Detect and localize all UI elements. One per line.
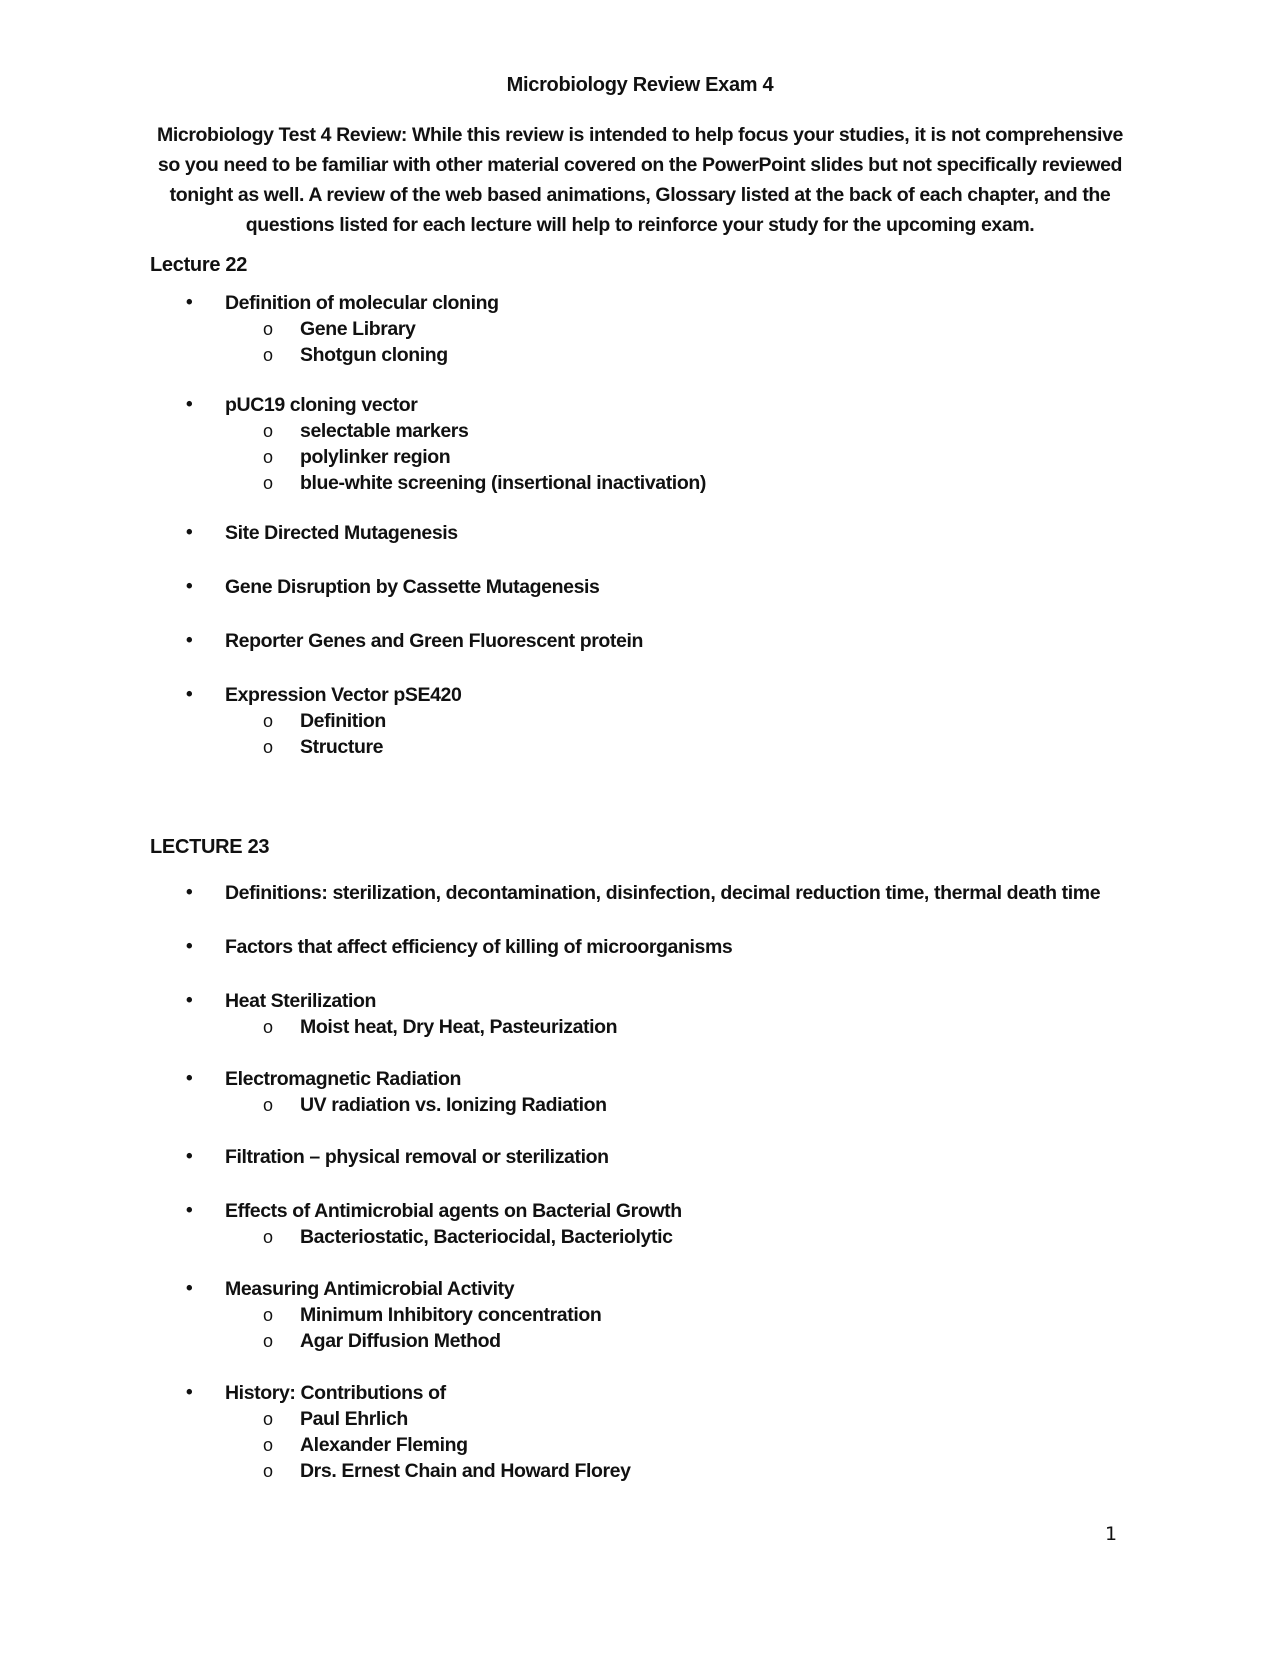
sub-bullet-icon: o: [263, 345, 273, 365]
topic-text: Expression Vector pSE420: [225, 684, 462, 706]
subtopic-item: [225, 470, 1150, 496]
bullet-icon: •: [186, 630, 193, 651]
lecture-22-topics: [150, 290, 1150, 760]
topic-item: [150, 520, 1150, 546]
document-title: Microbiology Review Exam 4: [506, 74, 774, 96]
topic-text: Reporter Genes and Green Fluorescent protein: [225, 630, 643, 652]
subtopic-item: [225, 1328, 1150, 1354]
bullet-icon: •: [186, 882, 193, 903]
subtopic-list: [225, 1014, 1150, 1040]
topic-item: [150, 628, 1150, 654]
subtopic-item: [225, 708, 1150, 734]
page-number: 1: [1105, 1523, 1118, 1545]
subtopic-text: Agar Diffusion Method: [300, 1330, 501, 1352]
section-lecture-23: [150, 834, 1150, 1484]
bullet-icon: •: [186, 1200, 193, 1221]
topic-item: [150, 880, 1150, 906]
section-lecture-22: [150, 252, 1150, 760]
subtopic-list: [225, 1406, 1150, 1484]
topic-item: [150, 1380, 1150, 1484]
subtopic-text: Shotgun cloning: [300, 344, 448, 366]
subtopic-text: Definition: [300, 710, 386, 732]
bullet-icon: •: [186, 936, 193, 957]
subtopic-item: [225, 342, 1150, 368]
subtopic-item: [225, 418, 1150, 444]
topic-text: Site Directed Mutagenesis: [225, 522, 458, 544]
topic-item: [150, 1144, 1150, 1170]
section-heading-lecture-22: Lecture 22: [150, 254, 248, 276]
sub-bullet-icon: o: [263, 1227, 273, 1247]
sub-bullet-icon: o: [263, 421, 273, 441]
subtopic-text: Alexander Fleming: [300, 1434, 468, 1456]
subtopic-text: Structure: [300, 736, 384, 758]
subtopic-item: [225, 1224, 1150, 1250]
subtopic-text: blue-white screening (insertional inactivation): [300, 472, 706, 494]
topic-item: [150, 1198, 1150, 1250]
subtopic-item: [225, 734, 1150, 760]
section-heading-lecture-23: LECTURE 23: [150, 836, 270, 858]
topic-text: Filtration – physical removal or sterilization: [225, 1146, 609, 1168]
subtopic-item: [225, 444, 1150, 470]
sub-bullet-icon: o: [263, 1331, 273, 1351]
bullet-icon: •: [186, 1146, 193, 1167]
topic-text: Definitions: sterilization, decontamination, disinfection, decimal reduction time, thermal death time: [225, 882, 1101, 904]
subtopic-text: Bacteriostatic, Bacteriocidal, Bacteriolytic: [300, 1226, 673, 1248]
topic-item: [150, 1276, 1150, 1354]
subtopic-text: UV radiation vs. Ionizing Radiation: [300, 1094, 607, 1116]
subtopic-item: [225, 316, 1150, 342]
topic-item: [150, 934, 1150, 960]
sub-bullet-icon: o: [263, 711, 273, 731]
topic-text: Electromagnetic Radiation: [225, 1068, 461, 1090]
topic-text: Measuring Antimicrobial Activity: [225, 1278, 515, 1300]
subtopic-list: [225, 418, 1150, 496]
subtopic-list: [225, 1224, 1150, 1250]
sub-bullet-icon: o: [263, 1305, 273, 1325]
subtopic-text: Moist heat, Dry Heat, Pasteurization: [300, 1016, 618, 1038]
bullet-icon: •: [186, 292, 193, 313]
topic-item: [150, 988, 1150, 1040]
bullet-icon: •: [186, 684, 193, 705]
sub-bullet-icon: o: [263, 1461, 273, 1481]
subtopic-item: [225, 1092, 1150, 1118]
sub-bullet-icon: o: [263, 319, 273, 339]
bullet-icon: •: [186, 1278, 193, 1299]
subtopic-list: [225, 708, 1150, 760]
bullet-icon: •: [186, 1382, 193, 1403]
sub-bullet-icon: o: [263, 1017, 273, 1037]
subtopic-text: selectable markers: [300, 420, 469, 442]
subtopic-list: [225, 1302, 1150, 1354]
topic-text: Effects of Antimicrobial agents on Bacterial Growth: [225, 1200, 682, 1222]
sub-bullet-icon: o: [263, 1435, 273, 1455]
sub-bullet-icon: o: [263, 1409, 273, 1429]
subtopic-text: polylinker region: [300, 446, 451, 468]
subtopic-text: Drs. Ernest Chain and Howard Florey: [300, 1460, 631, 1482]
topic-text: Gene Disruption by Cassette Mutagenesis: [225, 576, 600, 598]
subtopic-item: [225, 1406, 1150, 1432]
topic-text: History: Contributions of: [225, 1382, 446, 1404]
subtopic-item: [225, 1458, 1150, 1484]
bullet-icon: •: [186, 576, 193, 597]
sub-bullet-icon: o: [263, 1095, 273, 1115]
subtopic-list: [225, 316, 1150, 368]
topic-item: [150, 682, 1150, 760]
sub-bullet-icon: o: [263, 473, 273, 493]
subtopic-list: [225, 1092, 1150, 1118]
topic-item: [150, 1066, 1150, 1118]
bullet-icon: •: [186, 522, 193, 543]
sub-bullet-icon: o: [263, 737, 273, 757]
topic-text: Definition of molecular cloning: [225, 292, 499, 314]
lecture-23-topics: [150, 880, 1150, 1484]
topic-item: [150, 290, 1150, 368]
subtopic-text: Gene Library: [300, 318, 416, 340]
bullet-icon: •: [186, 990, 193, 1011]
subtopic-item: [225, 1014, 1150, 1040]
bullet-icon: •: [186, 1068, 193, 1089]
topic-item: [150, 392, 1150, 496]
intro-paragraph: Microbiology Test 4 Review: While this review is intended to help focus your studies, it is not comprehensive so you need to be familiar with other material covered on the PowerPoint slides but not specifically reviewed tonight as well. A review of the web based animations, Glossary listed at the back of each chapter, and the questions listed for each lecture will help to reinforce your study for the upcoming exam.: [157, 124, 1123, 236]
subtopic-item: [225, 1432, 1150, 1458]
topic-text: Heat Sterilization: [225, 990, 376, 1012]
topic-item: [150, 574, 1150, 600]
subtopic-item: [225, 1302, 1150, 1328]
topic-text: Factors that affect efficiency of killing of microorganisms: [225, 936, 733, 958]
subtopic-text: Paul Ehrlich: [300, 1408, 408, 1430]
bullet-icon: •: [186, 394, 193, 415]
subtopic-text: Minimum Inhibitory concentration: [300, 1304, 602, 1326]
sub-bullet-icon: o: [263, 447, 273, 467]
topic-text: pUC19 cloning vector: [225, 394, 418, 416]
